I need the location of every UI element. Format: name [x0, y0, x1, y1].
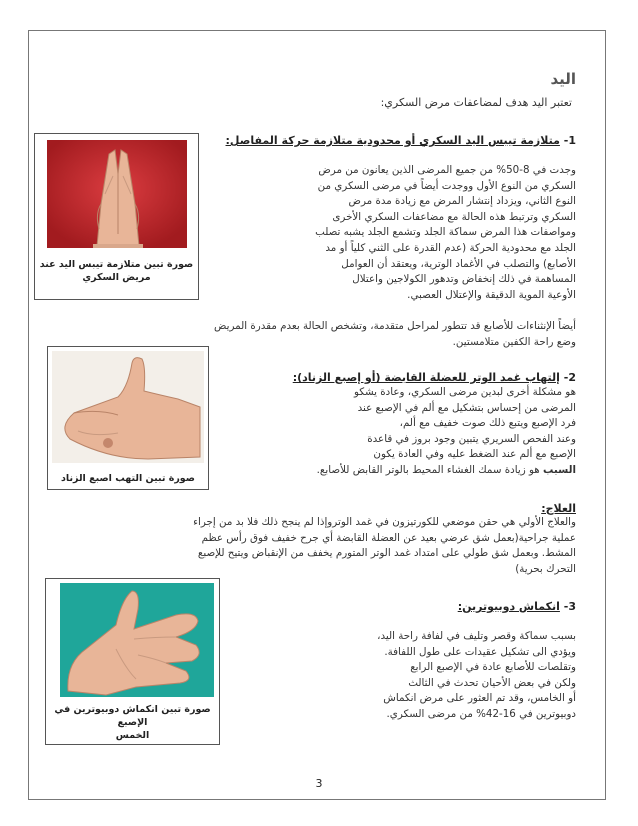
section2-line: فرد الإصبع ويتبع ذلك صوت خفيف مع ألم،	[399, 417, 576, 430]
section3-number: 3-	[563, 600, 576, 613]
page-title: اليد	[550, 70, 576, 88]
section3-line: أو الخامس، وقد تم العثور على مرض انكماش	[383, 692, 576, 705]
section1-line: النوع الثاني، ويزداد إنتشار المرض مع زيادة مدة مرض	[348, 195, 576, 208]
photo-trigger-finger	[48, 347, 208, 489]
treatment-body	[18, 515, 576, 577]
treatment-line: عملية جراحية(بعمل شق عرضي بعيد عن العضلة القابضة أي جرح خفيف فوق رأس عظم	[201, 531, 576, 544]
section3-heading	[458, 600, 576, 613]
section1-line: وضع راحة الكفين متلامستين.	[452, 335, 576, 348]
caption-line: صورة تبين انكماش دوبيوترين في الإصبع	[54, 704, 211, 728]
section1-line: الأوعية الموية الدقيقة والإعتلال العصبي.	[407, 288, 576, 301]
image-frame-2	[47, 346, 209, 490]
caption-line: الخمس	[115, 730, 150, 741]
image-frame-3	[45, 578, 220, 745]
section1-heading	[226, 134, 576, 147]
section2-line: هو مشكلة أخرى لبدين مرضى السكري، وعادة يشكو	[353, 386, 576, 398]
cause-text: هو زيادة سمك الغشاء المحيط بالوتر القابض للأصابع.	[316, 463, 544, 476]
section3-line: ولكن في بعض الأحيان تحدث في الثالث	[408, 676, 576, 689]
image-caption-2	[48, 472, 208, 485]
section2-body	[246, 385, 576, 479]
section3-line: دوبيوترين في 16-42% من مرضى السكري.	[386, 707, 576, 720]
section3-line: ويؤدي الى تشكيل عقيدات على طول اللفافة.	[384, 645, 576, 658]
section1-line: وجدت في 8-50% من جميع المرضى الذين يعانون من مرض	[318, 164, 576, 176]
image-caption-3	[46, 703, 219, 742]
section2-line: وعند الفحص السريري يتبين وجود بروز في قاعدة	[367, 432, 576, 445]
section2-heading	[293, 371, 576, 384]
section2-cause	[246, 463, 576, 479]
section1-line: ومواصفات هذا المرض سماكة الجلد وتشمع الجلد يشبه تصلب	[315, 226, 576, 239]
caption-line: صورة تبين متلازمة تيبس اليد عند	[39, 259, 194, 270]
section1-title: متلازمة تيبس اليد السكري أو محدودية متلازمة حركة المفاصل:	[225, 134, 560, 147]
treatment-line: والعلاج الأولي هي حقن موضعي للكورتيزون في غمد الوتروإذا لم ينجح ذلك فلا بد من إجراء	[193, 516, 576, 528]
section2-number: 2-	[563, 371, 576, 384]
section1-line: المساهمة في ذلك إنخفاض وتدهور الكولاجين واعتلال	[352, 273, 576, 286]
section2-line: الإصبع مع ألم عند الضغط عليه وفي العادة يكون	[373, 448, 576, 461]
section1-line: أيضاً الإنثناءات للأصابع قد تتطور لمراحل متقدمة، وتشخص الحالة بعدم مقدرة المريض	[213, 320, 576, 332]
image-frame-1	[34, 133, 199, 300]
section1-body	[196, 163, 576, 303]
caption-line: صورة تبين التهب اصبع الزناد	[61, 473, 195, 484]
section1-line: الجلد مع محدودية الحركة (عدم القدرة على الثني كلياً أو مد	[325, 241, 576, 254]
page-intro: تعتبر اليد هدف لمضاعفات مرض السكري:	[380, 96, 572, 109]
caption-line: مريض السكري	[82, 272, 151, 283]
image-caption-1	[35, 258, 198, 284]
section2-title: إلتهاب غمد الوتر للعضلة القابضة (أو إصبع الزناد):	[292, 371, 560, 384]
section1-line: السكري وترتبط هذه الحالة مع مضاعفات السكري الأخرى	[332, 210, 576, 223]
section1-number: 1-	[563, 134, 576, 147]
section2-line: المرضى من إحساس بتشكيل مع ألم في الإصبع عند	[357, 401, 576, 414]
treatment-heading: العلاج:	[541, 502, 576, 515]
section3-title: انكماش دوبيوترين:	[457, 600, 560, 613]
section3-body	[276, 629, 576, 723]
section1-line: السكري من النوع الأول ووجدت أيضاً في مرضى السكري من	[317, 179, 576, 192]
cause-label: السبب	[543, 463, 576, 476]
page-number: 3	[315, 777, 323, 790]
section3-line: بسبب سماكة وقصر وتليف في لفافة راحة اليد،	[377, 630, 576, 642]
section3-line: وتقلصات للأصابع عادة في الإصبع الرابع	[410, 661, 576, 674]
treatment-line: المشط. وبعمل شق طولي على امتداد غمد الوتر المتورم يخفف من الإنقباض ويتيح للإصبع	[197, 547, 576, 560]
treatment-line: التحرك بحرية)	[515, 562, 576, 575]
section1-line: الأصابع) والتصلب في الأغماد الوترية، ويعتقد أن العوامل	[341, 257, 576, 270]
